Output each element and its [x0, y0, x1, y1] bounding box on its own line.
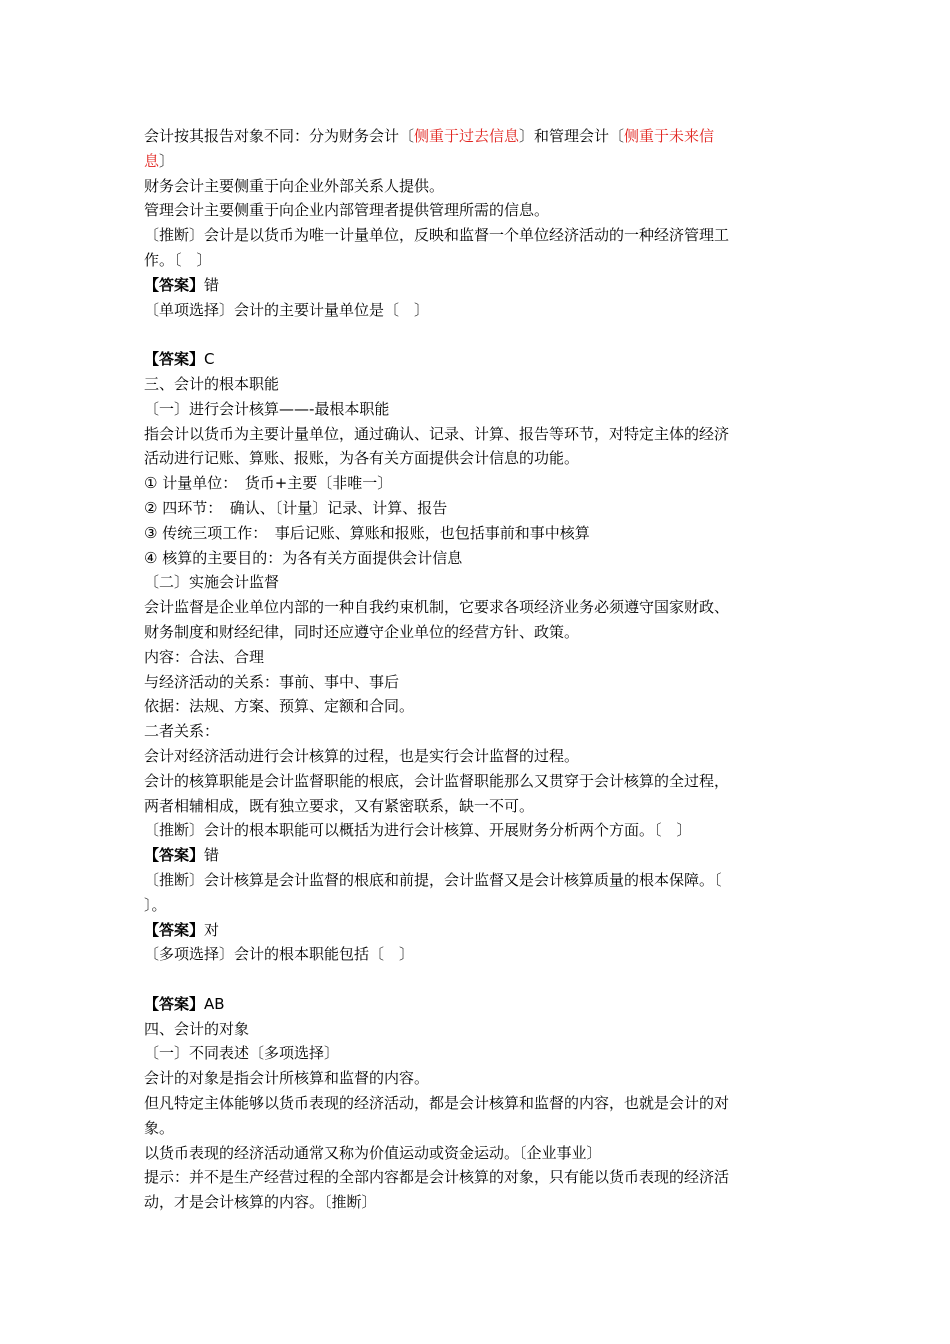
- text-line: 〔单项选择〕会计的主要计量单位是〔 〕: [144, 300, 430, 319]
- text-line: 提示：并不是生产经营过程的全部内容都是会计核算的对象，只有能以货币表现的经济活: [144, 1168, 730, 1187]
- text-line: 会计监督是企业单位内部的一种自我约束机制，它要求各项经济业务必须遵守国家财政、: [144, 598, 730, 617]
- text-line: 〕。: [144, 895, 167, 914]
- text-line: 依据：法规、方案、预算、定额和合同。: [144, 697, 415, 716]
- highlight-text: 息: [144, 151, 160, 170]
- blank-line: [144, 967, 810, 992]
- answer-label: 【答案】: [144, 275, 205, 294]
- text-line: 但凡特定主体能够以货币表现的经济活动，都是会计核算和监督的内容，也就是会计的对: [144, 1094, 730, 1113]
- subsection-heading: 〔一〕进行会计核算——-最根本职能: [144, 399, 390, 418]
- text-line: 象。: [144, 1118, 175, 1137]
- text-line: 财务会计主要侧重于向企业外部关系人提供。: [144, 176, 445, 195]
- answer-line: [144, 918, 810, 943]
- text-line: 两者相辅相成，既有独立要求，又有紧密联系，缺一不可。: [144, 796, 535, 815]
- subsection-heading: 〔一〕不同表述〔多项选择〕: [144, 1044, 340, 1063]
- text-line: 会计按其报告对象不同：分为财务会计〔侧重于过去信息〕和管理会计〔侧重于未来信: [144, 127, 715, 145]
- text-line: 会计的对象是指会计所核算和监督的内容。: [144, 1069, 430, 1088]
- text-line: 二者关系：: [144, 722, 220, 741]
- text-line: 与经济活动的关系：事前、事中、事后: [144, 672, 400, 691]
- text-line: 指会计以货币为主要计量单位，通过确认、记录、计算、报告等环节，对特定主体的经济: [144, 424, 730, 443]
- subsection-heading: 〔二〕实施会计监督: [144, 573, 280, 592]
- text-line: 财务制度和财经纪律，同时还应遵守企业单位的经营方针、政策。: [144, 622, 580, 641]
- answer-line: [144, 273, 810, 298]
- text-line: 息〕: [144, 151, 175, 170]
- text-line: 会计的核算职能是会计监督职能的根底，会计监督职能那么又贯穿于会计核算的全过程，: [144, 771, 730, 790]
- text-line: 〔多项选择〕会计的根本职能包括〔 〕: [144, 945, 415, 964]
- answer-label: 【答案】: [144, 920, 205, 939]
- text-line: 内容：合法、合理: [144, 647, 265, 666]
- section-heading: 三、会计的根本职能: [144, 374, 280, 393]
- list-item: ② 四环节： 确认、〔计量〕记录、计算、报告: [144, 498, 448, 517]
- answer-line: [144, 992, 810, 1017]
- answer-label: 【答案】: [144, 350, 205, 369]
- highlight-text: 侧重于未来信: [624, 127, 715, 145]
- text-line: 〔推断〕会计是以货币为唯一计量单位，反映和监督一个单位经济活动的一种经济管理工: [144, 226, 730, 245]
- text-line: 活动进行记账、算账、报账，为各有关方面提供会计信息的功能。: [144, 449, 580, 468]
- text-line: 以货币表现的经济活动通常又称为价值运动或资金运动。〔企业事业〕: [144, 1143, 602, 1162]
- text-line: 动，才是会计核算的内容。〔推断〕: [144, 1193, 377, 1212]
- answer-line: [144, 843, 810, 868]
- text-line: 〔推断〕会计的根本职能可以概括为进行会计核算、开展财务分析两个方面。〔 〕: [144, 821, 692, 840]
- answer-label: 【答案】: [144, 846, 205, 865]
- document-body: [144, 124, 810, 1215]
- answer-line: [144, 347, 810, 372]
- list-item: ① 计量单位： 货币+主要〔非唯一〕: [144, 474, 393, 493]
- text-line: 作。〔 〕: [144, 250, 212, 269]
- blank-line: [144, 322, 810, 347]
- text-line: 〔推断〕会计核算是会计监督的根底和前提，会计监督又是会计核算质量的根本保障。〔: [144, 870, 722, 889]
- answer-value: C: [204, 350, 215, 369]
- answer-label: 【答案】: [144, 994, 205, 1013]
- answer-value: 对: [204, 920, 220, 939]
- answer-value: AB: [204, 994, 225, 1013]
- text-line: 管理会计主要侧重于向企业内部管理者提供管理所需的信息。: [144, 201, 550, 220]
- answer-value: 错: [204, 846, 220, 865]
- list-item: ③ 传统三项工作： 事后记账、算账和报账，也包括事前和事中核算: [144, 523, 590, 542]
- list-item: ④ 核算的主要目的：为各有关方面提供会计信息: [144, 548, 463, 567]
- highlight-text: 侧重于过去信息: [414, 127, 520, 145]
- answer-value: 错: [204, 275, 220, 294]
- text-line: 会计对经济活动进行会计核算的过程，也是实行会计监督的过程。: [144, 746, 580, 765]
- section-heading: 四、会计的对象: [144, 1019, 250, 1038]
